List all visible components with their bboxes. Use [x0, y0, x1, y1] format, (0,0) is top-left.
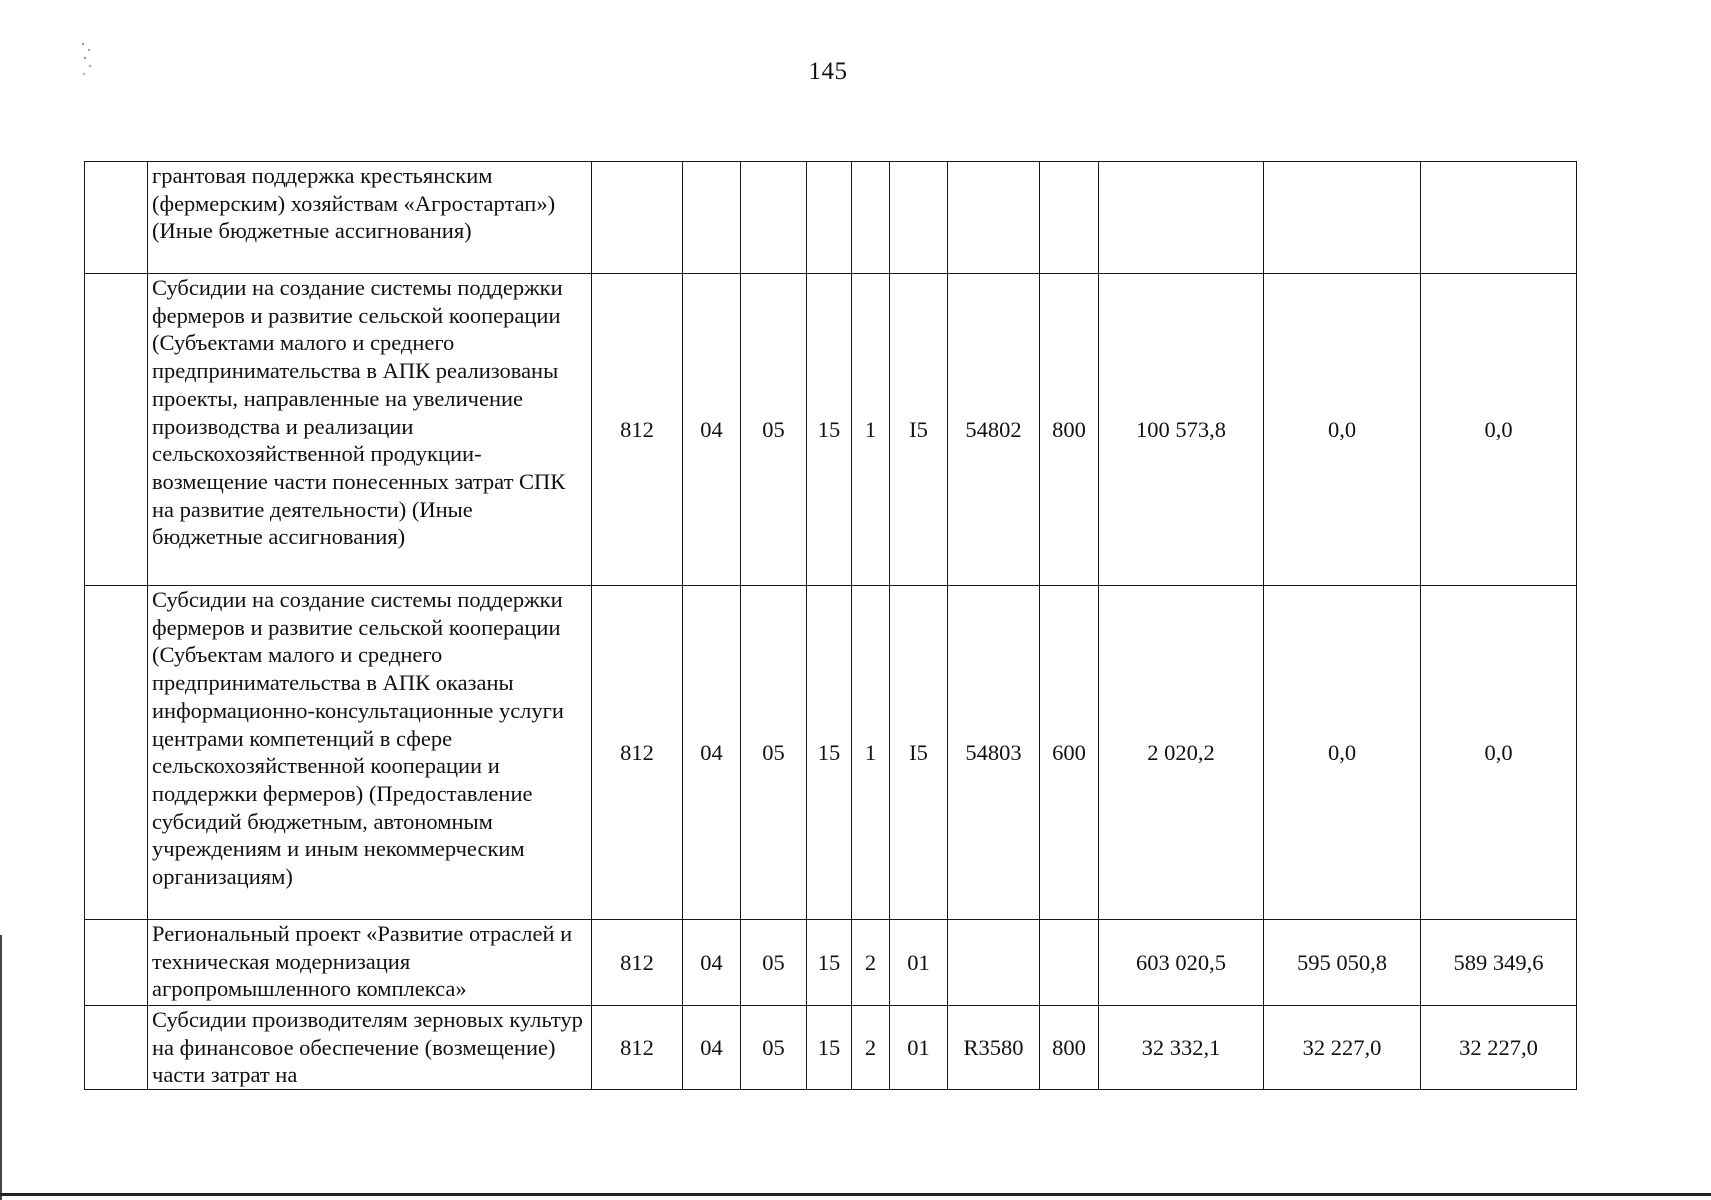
- section-code-cell: 04: [683, 1006, 741, 1090]
- amount-year2-cell: [1264, 162, 1421, 274]
- table-row: [85, 920, 1577, 1006]
- table-row: [85, 162, 1577, 274]
- row-number-cell: [85, 586, 148, 920]
- row-number-cell: [85, 920, 148, 1006]
- page-number: 145: [808, 58, 848, 85]
- description-cell: Субсидии на создание системы поддержки фермеров и развитие сельской кооперации (Субъектами малого и среднего предпринимательства в АПК реализованы проекты, направленные на увеличение производства и реализации сельскохозяйственной продукции-возмещение части понесенных затрат СПК на развитие деятельности) (Иные бюджетные ассигнования): [148, 274, 592, 586]
- amount-year3-cell: 589 349,6: [1421, 920, 1577, 1006]
- table-row: [85, 274, 1577, 586]
- amount-year1-cell: 32 332,1: [1099, 1006, 1264, 1090]
- table-row: [85, 1006, 1577, 1090]
- expense-type-cell: 800: [1040, 1006, 1099, 1090]
- ministry-code-cell: 812: [592, 920, 683, 1006]
- direction-code-cell: [948, 920, 1040, 1006]
- amount-year1-cell: 2 020,2: [1099, 586, 1264, 920]
- ministry-code-cell: 812: [592, 586, 683, 920]
- subprogram-code-cell: 2: [852, 1006, 890, 1090]
- project-code-cell: I5: [890, 274, 948, 586]
- project-code-cell: 01: [890, 920, 948, 1006]
- scan-edge-line: [0, 935, 2, 1200]
- amount-year1-cell: [1099, 162, 1264, 274]
- direction-code-cell: [948, 162, 1040, 274]
- subsection-code-cell: 05: [741, 586, 807, 920]
- direction-code-cell: 54803: [948, 586, 1040, 920]
- section-code-cell: 04: [683, 586, 741, 920]
- expense-type-cell: [1040, 920, 1099, 1006]
- amount-year3-cell: 0,0: [1421, 274, 1577, 586]
- program-code-cell: 15: [807, 586, 852, 920]
- project-code-cell: [890, 162, 948, 274]
- table-row: [85, 586, 1577, 920]
- ministry-code-cell: 812: [592, 1006, 683, 1090]
- amount-year2-cell: 595 050,8: [1264, 920, 1421, 1006]
- expense-type-cell: 800: [1040, 274, 1099, 586]
- program-code-cell: 15: [807, 274, 852, 586]
- amount-year3-cell: [1421, 162, 1577, 274]
- ministry-code-cell: 812: [592, 274, 683, 586]
- subsection-code-cell: 05: [741, 1006, 807, 1090]
- amount-year3-cell: 0,0: [1421, 586, 1577, 920]
- subprogram-code-cell: [852, 162, 890, 274]
- subprogram-code-cell: 1: [852, 274, 890, 586]
- amount-year2-cell: 0,0: [1264, 274, 1421, 586]
- program-code-cell: [807, 162, 852, 274]
- subprogram-code-cell: 2: [852, 920, 890, 1006]
- description-cell: грантовая поддержка крестьянским (фермерским) хозяйствам «Агростартап») (Иные бюджетные ассигнования): [148, 162, 592, 274]
- row-number-cell: [85, 274, 148, 586]
- project-code-cell: I5: [890, 586, 948, 920]
- ministry-code-cell: [592, 162, 683, 274]
- subsection-code-cell: [741, 162, 807, 274]
- description-cell: Субсидии производителям зерновых культур на финансовое обеспечение (возмещение) части затрат на: [148, 1006, 592, 1090]
- direction-code-cell: R3580: [948, 1006, 1040, 1090]
- amount-year1-cell: 100 573,8: [1099, 274, 1264, 586]
- program-code-cell: 15: [807, 920, 852, 1006]
- direction-code-cell: 54802: [948, 274, 1040, 586]
- row-number-cell: [85, 162, 148, 274]
- program-code-cell: 15: [807, 1006, 852, 1090]
- row-number-cell: [85, 1006, 148, 1090]
- amount-year1-cell: 603 020,5: [1099, 920, 1264, 1006]
- expense-type-cell: [1040, 162, 1099, 274]
- subsection-code-cell: 05: [741, 274, 807, 586]
- expense-type-cell: 600: [1040, 586, 1099, 920]
- project-code-cell: 01: [890, 1006, 948, 1090]
- section-code-cell: [683, 162, 741, 274]
- description-cell: Субсидии на создание системы поддержки фермеров и развитие сельской кооперации (Субъектам малого и среднего предпринимательства в АПК оказаны информационно-консультационные услуги центрами компетенций в сфере сельскохозяйственной кооперации и поддержки фермеров) (Предоставление субсидий бюджетным, автономным учреждениям и иным некоммерческим организациям): [148, 586, 592, 920]
- amount-year3-cell: 32 227,0: [1421, 1006, 1577, 1090]
- description-cell: Региональный проект «Развитие отраслей и техническая модернизация агропромышленного комплекса»: [148, 920, 592, 1006]
- subprogram-code-cell: 1: [852, 586, 890, 920]
- amount-year2-cell: 0,0: [1264, 586, 1421, 920]
- amount-year2-cell: 32 227,0: [1264, 1006, 1421, 1090]
- budget-table: [84, 161, 1577, 1090]
- section-code-cell: 04: [683, 920, 741, 1006]
- bottom-border-line: [0, 1193, 1711, 1196]
- section-code-cell: 04: [683, 274, 741, 586]
- subsection-code-cell: 05: [741, 920, 807, 1006]
